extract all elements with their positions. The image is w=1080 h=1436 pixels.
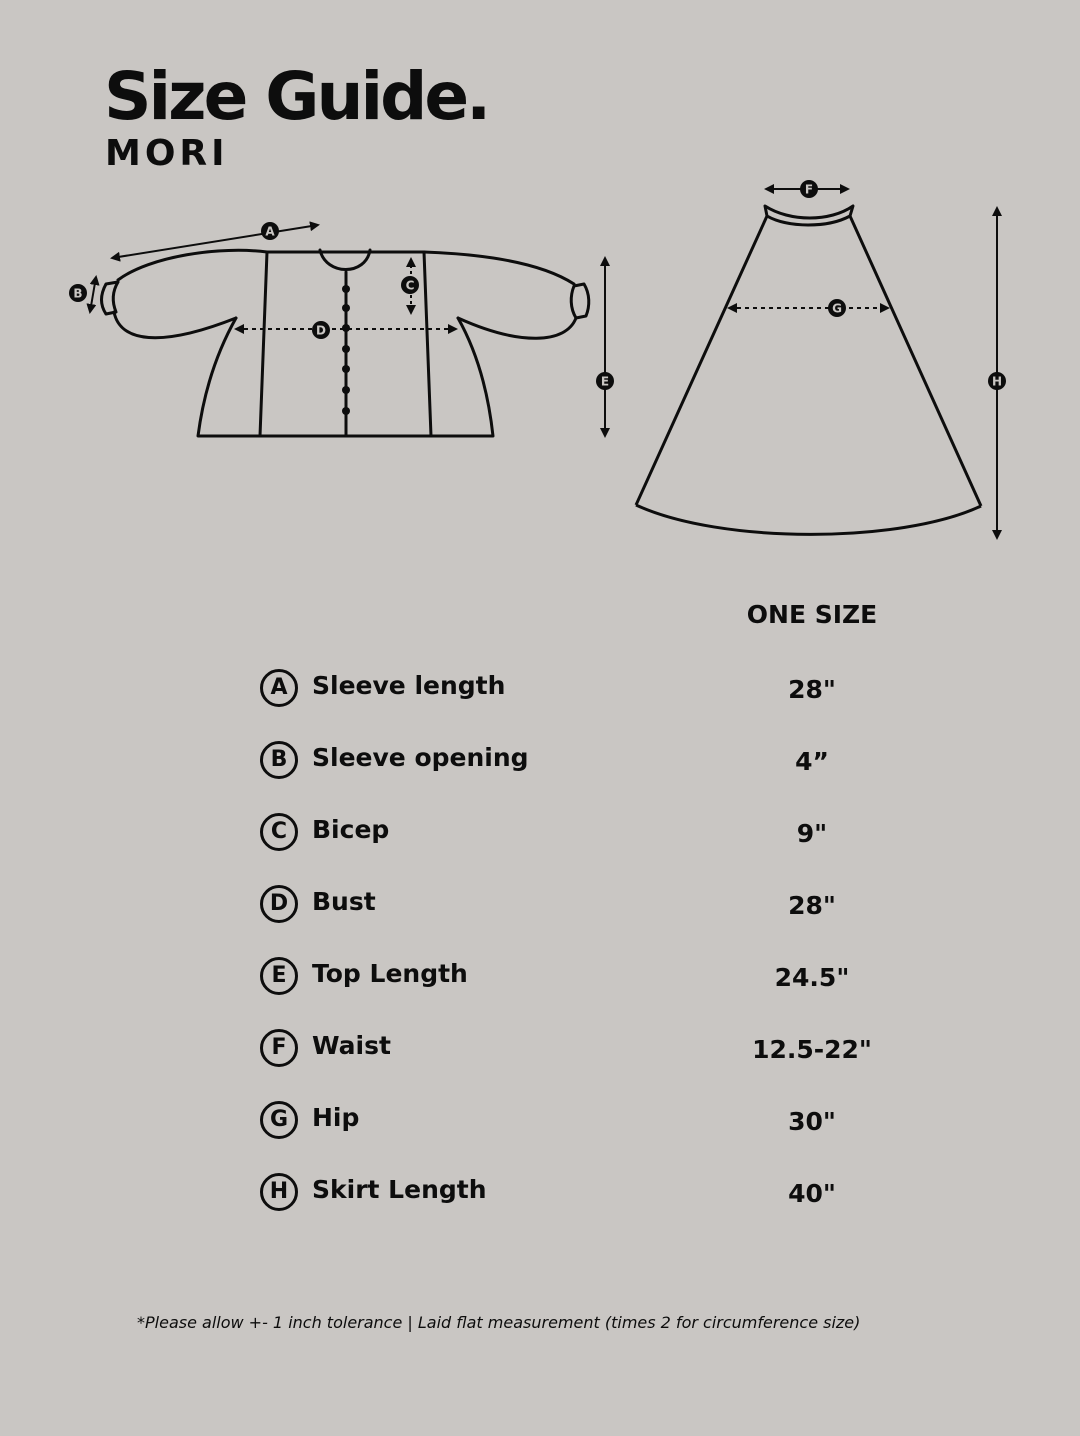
letter-badge: H xyxy=(260,1173,298,1211)
measurement-label: Top Length xyxy=(312,959,468,988)
letter-badge: C xyxy=(260,813,298,851)
size-row-skirt-length xyxy=(260,1173,920,1213)
measurement-value: 24.5" xyxy=(774,963,850,992)
letter-badge: D xyxy=(260,885,298,923)
letter-badge: E xyxy=(260,957,298,995)
marker-h-letter: H xyxy=(991,374,1003,389)
measurement-value: 30" xyxy=(788,1107,836,1136)
measurement-label: Bicep xyxy=(312,815,390,844)
page-title: Size Guide. xyxy=(104,58,489,135)
skirt-diagram xyxy=(636,206,981,534)
marker-g xyxy=(828,299,846,317)
size-row-bicep xyxy=(260,813,920,853)
marker-h xyxy=(988,372,1006,390)
tolerance-footnote: *Please allow +- 1 inch tolerance | Laid flat measurement (times 2 for circumference size) xyxy=(137,1313,861,1332)
letter-badge: A xyxy=(260,669,298,707)
marker-c xyxy=(401,276,419,294)
size-row-bust xyxy=(260,885,920,925)
marker-e xyxy=(596,372,614,390)
measurement-label: Hip xyxy=(312,1103,360,1132)
measurement-value: 9" xyxy=(796,819,828,848)
letter-badge: G xyxy=(260,1101,298,1139)
marker-f xyxy=(800,180,818,198)
marker-a-letter: A xyxy=(265,224,275,239)
measurement-label: Sleeve opening xyxy=(312,743,529,772)
size-column-header: ONE SIZE xyxy=(746,600,878,629)
measurement-label: Sleeve length xyxy=(312,671,506,700)
marker-d-letter: D xyxy=(316,323,326,338)
size-row-top-length xyxy=(260,957,920,997)
marker-g-letter: G xyxy=(832,301,842,316)
size-row-hip xyxy=(260,1101,920,1141)
size-row-sleeve-length xyxy=(260,669,920,709)
measurement-value: 40" xyxy=(788,1179,836,1208)
letter-badge: B xyxy=(260,741,298,779)
product-name: MORI xyxy=(105,133,229,174)
size-row-sleeve-opening xyxy=(260,741,920,781)
measurement-value: 28" xyxy=(788,675,836,704)
measurement-label: Waist xyxy=(312,1031,391,1060)
marker-a xyxy=(261,222,279,240)
marker-c-letter: C xyxy=(405,278,415,293)
letter-badge: F xyxy=(260,1029,298,1067)
measurement-value: 12.5-22" xyxy=(752,1035,872,1064)
garment-diagram xyxy=(0,0,1080,560)
marker-d xyxy=(312,321,330,339)
measurement-value: 4” xyxy=(795,747,829,776)
marker-b-letter: B xyxy=(73,286,83,301)
marker-b xyxy=(69,284,87,302)
size-row-waist xyxy=(260,1029,920,1069)
marker-e-letter: E xyxy=(600,374,610,389)
measurement-value: 28" xyxy=(788,891,836,920)
measurement-label: Bust xyxy=(312,887,376,916)
measurement-label: Skirt Length xyxy=(312,1175,487,1204)
marker-f-letter: F xyxy=(804,182,814,197)
